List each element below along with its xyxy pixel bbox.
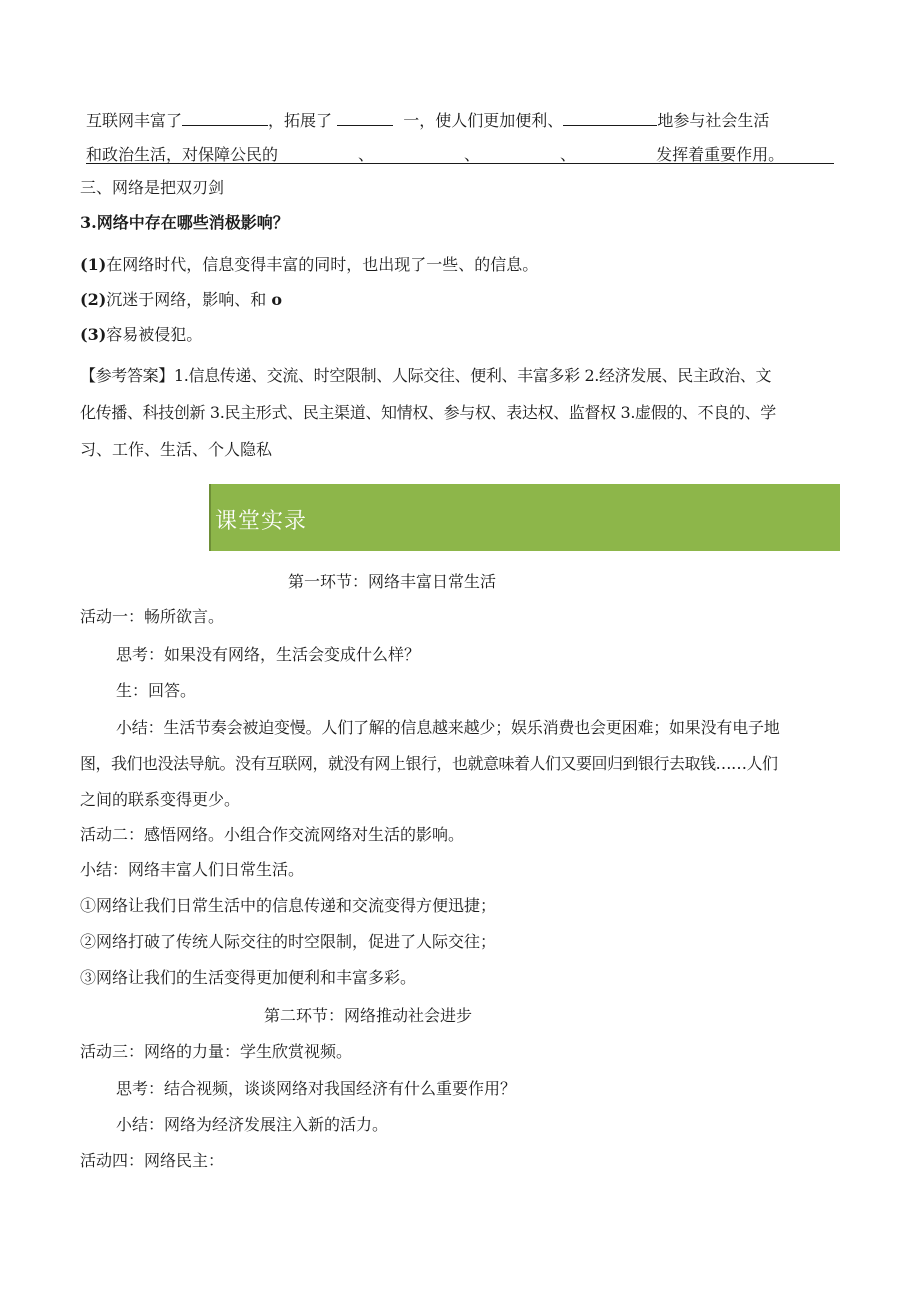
item-tail: o [271,290,283,309]
point-3: ③网络让我们的生活变得更加便利和丰富多彩。 [80,968,417,987]
activity-4: 活动四：网络民主： [80,1151,225,1170]
blank [337,110,393,126]
point-2: ②网络打破了传统人际交往的时空限制，促进了人际交往； [80,932,497,951]
item-text: 容易被侵犯。 [106,325,203,344]
answer-line-2: 化传播、科技创新 3.民主形式、民主渠道、知情权、参与权、表达权、监督权 3.虚假的、不良的、学 [80,403,776,422]
separator: 、 [464,145,481,164]
item-number: (1) [80,255,107,274]
list-item [80,255,538,275]
section-heading: 三、网络是把双刃剑 [80,178,225,197]
student-1: 生：回答。 [116,681,197,700]
fill-line-2 [86,145,784,165]
summary-1-line-3: 之间的联系变得更少。 [80,790,241,809]
answer-line-1: 【参考答案】1.信息传递、交流、时空限制、人际交往、便利、丰富多彩 2.经济发展、民主政治、文 [80,366,772,385]
item-number: (2) [80,290,107,309]
blank [576,145,656,160]
blank [182,110,268,126]
fill-text: 互联网丰富了 [86,111,183,130]
banner-title: 课堂实录 [215,509,308,534]
separator: 、 [560,145,577,164]
summary-1-line-1: 小结：生活节奏会被迫变慢。人们了解的信息越来越少；娱乐消费也会更困难；如果没有电子地 [116,718,780,737]
item-number: (3) [80,325,107,344]
separator: 、 [358,145,375,164]
fill-text: ，拓展了 [268,111,333,130]
summary-2: 小结：网络丰富人们日常生活。 [80,860,305,879]
fill-line-1 [86,110,769,131]
summary-1-line-2: 图，我们也没法导航。没有互联网，就没有网上银行，也就意味着人们又要回归到银行去取钱……人们 [80,754,778,773]
fill-text: 和政治生活，对保障公民的 [86,145,279,164]
answer-line-3: 习、工作、生活、个人隐私 [80,440,273,459]
question: 3.网络中存在哪些消极影响？ [80,213,289,232]
think-3: 思考：结合视频，谈谈网络对我国经济有什么重要作用？ [116,1079,517,1098]
section-1-title: 第一环节：网络丰富日常生活 [288,572,497,591]
point-1: ①网络让我们日常生活中的信息传递和交流变得方便迅捷； [80,896,497,915]
blank [480,145,560,160]
fill-text: 地参与社会生活 [657,111,770,130]
activity-3: 活动三：网络的力量：学生欣赏视频。 [80,1042,353,1061]
list-item [80,290,282,310]
blank [278,145,358,160]
item-text: 在网络时代，信息变得丰富的同时，也出现了一些、的信息。 [106,255,539,274]
item-text: 沉迷于网络，影响、和 [106,290,267,309]
list-item [80,325,202,345]
activity-1: 活动一：畅所欲言。 [80,607,225,626]
blank [563,110,657,126]
fill-text: 一，使人们更加便利、 [403,111,564,130]
section-banner [209,484,840,551]
blank [374,145,464,160]
section-2-title: 第二环节：网络推动社会进步 [264,1006,473,1025]
summary-3: 小结：网络为经济发展注入新的活力。 [116,1115,389,1134]
fill-text: 发挥着重要作用。 [656,145,785,164]
underline [86,163,834,164]
think-1: 思考：如果没有网络，生活会变成什么样？ [116,645,421,664]
activity-2: 活动二：感悟网络。小组合作交流网络对生活的影响。 [80,825,465,844]
